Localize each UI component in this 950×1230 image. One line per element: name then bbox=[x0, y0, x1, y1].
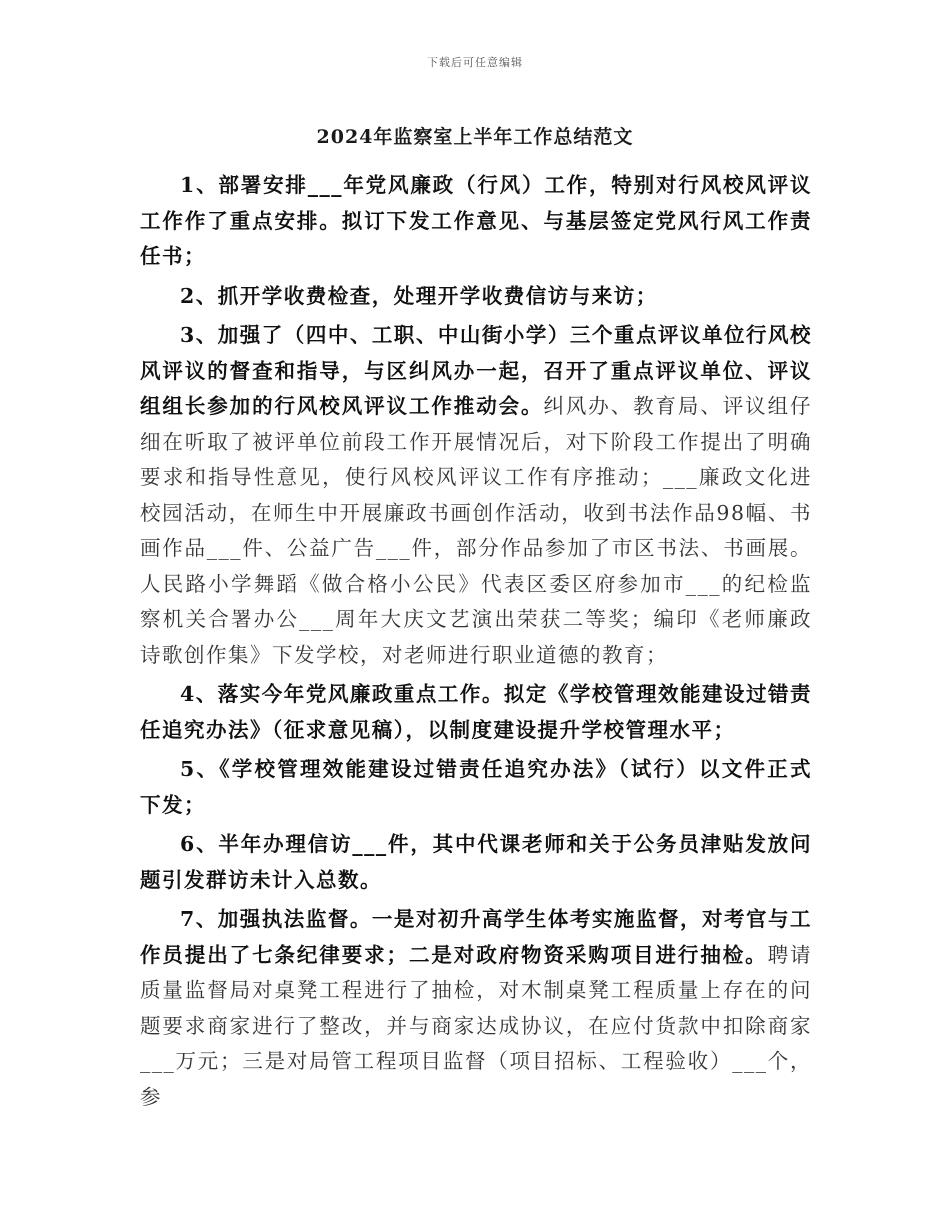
header-note: 下载后可任意编辑 bbox=[427, 56, 523, 69]
paragraph-normal-text: 聘请质量监督局对桌凳工程进行了抽检，对木制桌凳工程质量上存在的问题要求商家进行了整改，并与商家达成协议，在应付货款中扣除商家___万元；三是对局管工程项目监督（项目招标、工程验收）___个，参 bbox=[140, 942, 813, 1109]
paragraph-4 bbox=[140, 677, 812, 748]
paragraph-bold-text: 6、半年办理信访___件，其中代课老师和关于公务员津贴发放问题引发群访未计入总数。 bbox=[140, 832, 812, 892]
paragraph-3 bbox=[140, 318, 812, 673]
paragraph-bold-text: 2、抓开学收费检查，处理开学收费信访与来访； bbox=[180, 283, 658, 308]
paragraph-7 bbox=[140, 902, 812, 1115]
paragraph-bold-text: 1、部署安排___年党风廉政（行风）工作，特别对行风校风评议工作作了重点安排。拟订下发工作意见、与基层签定党风行风工作责任书； bbox=[140, 173, 812, 268]
document-title: 2024年监察室上半年工作总结范文 bbox=[316, 126, 634, 148]
paragraph-5 bbox=[140, 752, 812, 823]
paragraph-6 bbox=[140, 827, 812, 898]
paragraph-2 bbox=[140, 279, 812, 315]
paragraph-1 bbox=[140, 168, 812, 275]
document-body bbox=[140, 168, 812, 1119]
paragraph-bold-text: 7、加强执法监督。一是对初升高学生体考实施监督，对考官与工作员提出了七条纪律要求；二是对政府物资采购项目进行抽检。 bbox=[140, 907, 812, 967]
paragraph-bold-text: 3、加强了（四中、工职、中山街小学）三个重点评议单位行风校风评议的督查和指导，与区纠风办一起，召开了重点评议单位、评议组组长参加的行风校风评议工作推动会。 bbox=[140, 323, 812, 418]
paragraph-bold-text: 4、落实今年党风廉政重点工作。拟定《学校管理效能建设过错责任追究办法》（征求意见稿），以制度建设提升学校管理水平； bbox=[140, 682, 812, 742]
paragraph-normal-text: 纠风办、教育局、评议组仔细在听取了被评单位前段工作开展情况后，对下阶段工作提出了明确要求和指导性意见，使行风校风评议工作有序推动；___廉政文化进校园活动，在师生中开展廉政书画创作活动，收到书法作品98幅、书画作品___件、公益广告___件，部分作品参加了市区书法、书画展。人民路小学舞蹈《做合格小公民》代表区委区府参加市___的纪检监察机关合署办公___周年大庆文艺演出荣获二等奖；编印《老师廉政诗歌创作集》下发学校，对老师进行职业道德的教育； bbox=[140, 394, 813, 667]
paragraph-bold-text: 5、《学校管理效能建设过错责任追究办法》（试行）以文件正式下发； bbox=[140, 757, 812, 817]
